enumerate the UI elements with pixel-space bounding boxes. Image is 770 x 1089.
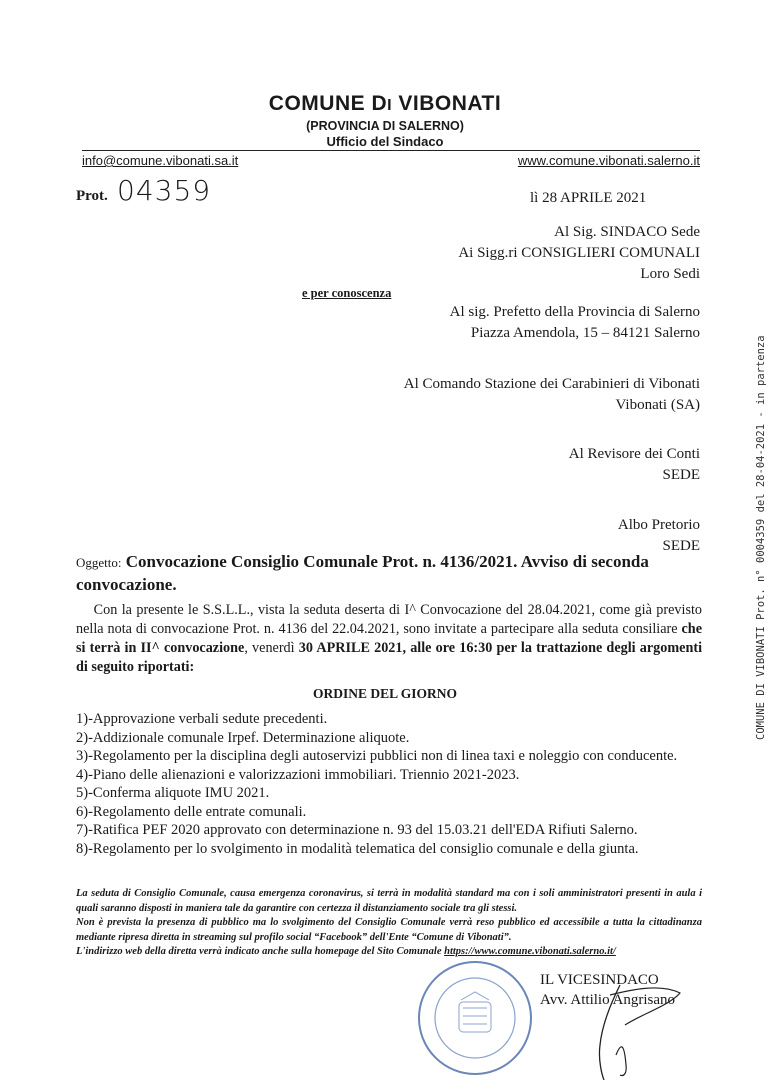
footnote-line: L'indirizzo web della diretta verrà indicato anche sulla homepage del Sito Comunale https://www.comune.vibonati.salerno.it/	[76, 946, 616, 957]
recipient-line: Al sig. Prefetto della Provincia di Salerno	[449, 304, 700, 320]
official-stamp	[415, 958, 535, 1083]
agenda-item: 1)-Approvazione verbali sedute precedenti.	[76, 711, 328, 727]
website-link[interactable]: www.comune.vibonati.salerno.it	[517, 153, 700, 168]
recipient-line: Piazza Amendola, 15 – 84121 Salerno	[470, 325, 700, 341]
footnote-line: La seduta di Consiglio Comunale, causa emergenza coronavirus, si terrà in modalità standard ma con i soli amministratori presenti in aula i quali saranno disposti in maniera tale da garantire con certezza il distanziamento sociale tra gli stessi.	[76, 888, 702, 914]
recipient-line: SEDE	[662, 467, 700, 483]
stamp-seal-icon	[415, 958, 535, 1078]
recipient-block-3	[404, 374, 700, 416]
province-label: (PROVINCIA DI SALERNO)	[306, 119, 464, 133]
agenda-item: 5)-Conferma aliquote IMU 2021.	[76, 785, 270, 801]
footnote-line: Non è prevista la presenza di pubblico ma lo svolgimento del Consiglio Comunale verrà reso pubblico ed accessibile a tutta la cittadinanza mediante ripresa diretta in streaming sul profilo social “Facebook” dell'Ente “Comune di Vibonati”.	[76, 917, 702, 943]
recipient-line: Vibonati (SA)	[615, 397, 700, 413]
office-label: Ufficio del Sindaco	[326, 134, 444, 149]
agenda-list	[76, 710, 702, 858]
recipient-line: Loro Sedi	[640, 266, 700, 282]
recipient-line: Al Sig. SINDACO Sede	[554, 224, 700, 240]
agenda-item: 6)-Regolamento delle entrate comunali.	[76, 803, 307, 820]
protocol-number: 04359	[117, 174, 212, 207]
subject-text: Convocazione Consiglio Comunale Prot. n. 4136/2021. Avviso di seconda convocazione.	[76, 552, 649, 594]
subject-label: Oggetto:	[76, 555, 122, 570]
recipient-block-2	[450, 302, 700, 344]
agenda-item: 8)-Regolamento per lo svolgimento in modalità telematica del consiglio comunale e della giunta.	[76, 840, 639, 857]
recipient-line: Al Comando Stazione dei Carabinieri di Vibonati	[403, 376, 700, 392]
signature-scribble-icon	[580, 985, 690, 1080]
agenda-item: 4)-Piano delle alienazioni e valorizzazioni immobiliari. Triennio 2021-2023.	[76, 766, 520, 783]
municipality-title: COMUNE DI VIBONATI	[268, 92, 502, 115]
livestream-link[interactable]: https://www.comune.vibonati.salerno.it/	[444, 946, 616, 957]
agenda-item: 2)-Addizionale comunale Irpef. Determinazione aliquote.	[76, 729, 410, 746]
handwritten-signature	[580, 985, 690, 1085]
body-paragraph: Con la presente le S.S.L.L., vista la seduta deserta di I^ Convocazione del 28.04.2021, come già previsto nella nota di convocazione Prot. n. 4136 del 22.04.2021, sono invitate a partecipare alla seduta consiliare che si terrà in II^ convocazione, venerdì 30 APRILE 2021, alle ore 16:30 per la trattazione degli argomenti di seguito riportati:	[76, 602, 703, 675]
email-link[interactable]: info@comune.vibonati.sa.it	[82, 153, 239, 168]
protocol-label: Prot.	[76, 188, 108, 204]
knowledge-label: e per conoscenza	[302, 286, 392, 300]
recipient-line: Ai Sigg.ri CONSIGLIERI COMUNALI	[458, 245, 700, 261]
document-date: lì 28 APRILE 2021	[530, 190, 647, 206]
signatory-role: IL VICESINDACO	[540, 972, 659, 988]
recipient-line: Al Revisore dei Conti	[568, 446, 700, 462]
recipient-line: SEDE	[662, 538, 700, 554]
header-divider	[82, 150, 700, 151]
agenda-item: 7)-Ratifica PEF 2020 approvato con determinazione n. 93 del 15.03.21 dell'EDA Rifiuti Salerno.	[76, 822, 638, 838]
subject	[76, 551, 702, 596]
agenda-title: ORDINE DEL GIORNO	[312, 686, 458, 701]
agenda-item: 3)-Regolamento per la disciplina degli autoservizi pubblici non di linea taxi e noleggio con conducente.	[76, 748, 678, 764]
recipient-block-4	[569, 444, 700, 486]
recipient-block-1	[458, 222, 700, 285]
footnote	[76, 887, 702, 960]
signatory-name: Avv. Attilio Angrisano	[540, 992, 675, 1008]
recipient-line: Albo Pretorio	[617, 517, 700, 533]
